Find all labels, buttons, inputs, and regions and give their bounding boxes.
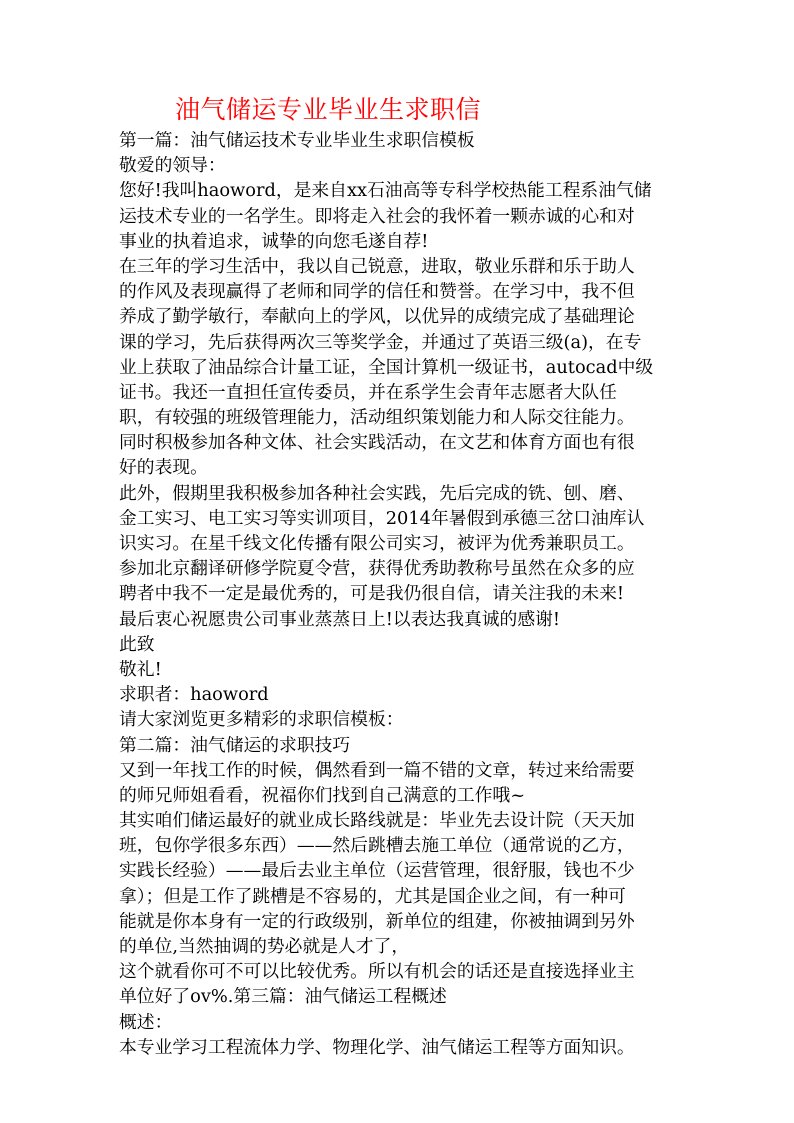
text-line: 证书。我还一直担任宣传委员，并在系学生会青年志愿者大队任 <box>119 381 617 403</box>
text-line: 好的表现。 <box>119 457 208 479</box>
text-line: 本专业学习工程流体力学、物理化学、油气储运工程等方面知识。 <box>119 1036 635 1058</box>
text-line: 识实习。在星千线文化传播有限公司实习，被评为优秀兼职员工。 <box>119 533 635 554</box>
text-line: 最后衷心祝愿贵公司事业蒸蒸日上!以表达我真诚的感谢! <box>119 608 561 630</box>
text-line: 金工实习、电工实习等实训项目，2014年暑假到承德三岔口油库认 <box>119 507 645 529</box>
text-line: 单位好了ov%.第三篇：油气储运工程概述 <box>119 986 447 1008</box>
text-line: 敬爱的领导： <box>119 155 226 177</box>
text-line: 概述： <box>119 1011 173 1033</box>
text-line: 这个就看你可不可以比较优秀。所以有机会的话还是直接选择业主 <box>119 961 635 983</box>
text-line: 其实咱们储运最好的就业成长路线就是：毕业先去设计院（天天加 <box>119 810 635 832</box>
text-line: 敬礼! <box>119 658 162 680</box>
text-line: 聘者中我不一定是最优秀的，可是我仍很自信，请关注我的未来! <box>119 583 625 605</box>
document-body <box>119 128 679 1060</box>
text-line: 第一篇：油气储运技术专业毕业生求职信模板 <box>119 130 475 151</box>
text-line: 运技术专业的一名学生。即将走入社会的我怀着一颗赤诚的心和对 <box>119 205 635 227</box>
text-line: 此致 <box>119 633 155 655</box>
text-line: 同时积极参加各种文体、社会实践活动，在文艺和体育方面也有很 <box>119 432 635 454</box>
text-line: 求职者：haoword <box>119 684 269 706</box>
text-line: 在三年的学习生活中，我以自己锐意，进取，敬业乐群和乐于助人 <box>119 255 635 277</box>
text-line: 参加北京翻译研修学院夏令营，获得优秀助教称号虽然在众多的应 <box>119 558 635 580</box>
text-line: 此外，假期里我积极参加各种社会实践，先后完成的铣、刨、磨、 <box>119 482 635 504</box>
text-line: 课的学习，先后获得两次三等奖学金，并通过了英语三级(a)，在专 <box>119 331 642 353</box>
text-line: 职，有较强的班级管理能力，活动组织策划能力和人际交往能力。 <box>119 407 635 429</box>
text-line: 第二篇：油气储运的求职技巧 <box>119 734 351 756</box>
text-line: 的师兄师姐看看，祝福你们找到自己满意的工作哦~ <box>119 784 526 806</box>
document-title: 油气储运专业毕业生求职信 <box>175 95 482 124</box>
text-line: 拿）；但是工作了跳槽是不容易的，尤其是国企业之间，有一种可 <box>119 885 626 907</box>
text-line: 您好!我叫haoword，是来自xx石油高等专科学校热能工程系油气储 <box>119 180 652 202</box>
text-line: 请大家浏览更多精彩的求职信模板： <box>119 709 404 731</box>
text-line: 业上获取了油品综合计量工证，全国计算机一级证书，autocad中级 <box>119 356 654 378</box>
text-line: 养成了勤学敏行，奉献向上的学风，以优异的成绩完成了基础理论 <box>119 306 635 328</box>
text-line: 班，包你学很多东西）——然后跳槽去施工单位（通常说的乙方， <box>119 835 635 857</box>
text-line: 能就是你本身有一定的行政级别，新单位的组建，你被抽调到另外 <box>119 910 635 932</box>
text-line: 的单位,当然抽调的势必就是人才了， <box>119 936 410 957</box>
text-line: 又到一年找工作的时候，偶然看到一篇不错的文章，转过来给需要 <box>119 759 635 781</box>
text-line: 的作风及表现赢得了老师和同学的信任和赞誉。在学习中，我不但 <box>119 281 635 303</box>
text-line: 事业的执着追求，诚挚的向您毛遂自荐! <box>119 230 429 252</box>
text-line: 实践长经验）——最后去业主单位（运营管理，很舒服，钱也不少 <box>119 860 635 882</box>
